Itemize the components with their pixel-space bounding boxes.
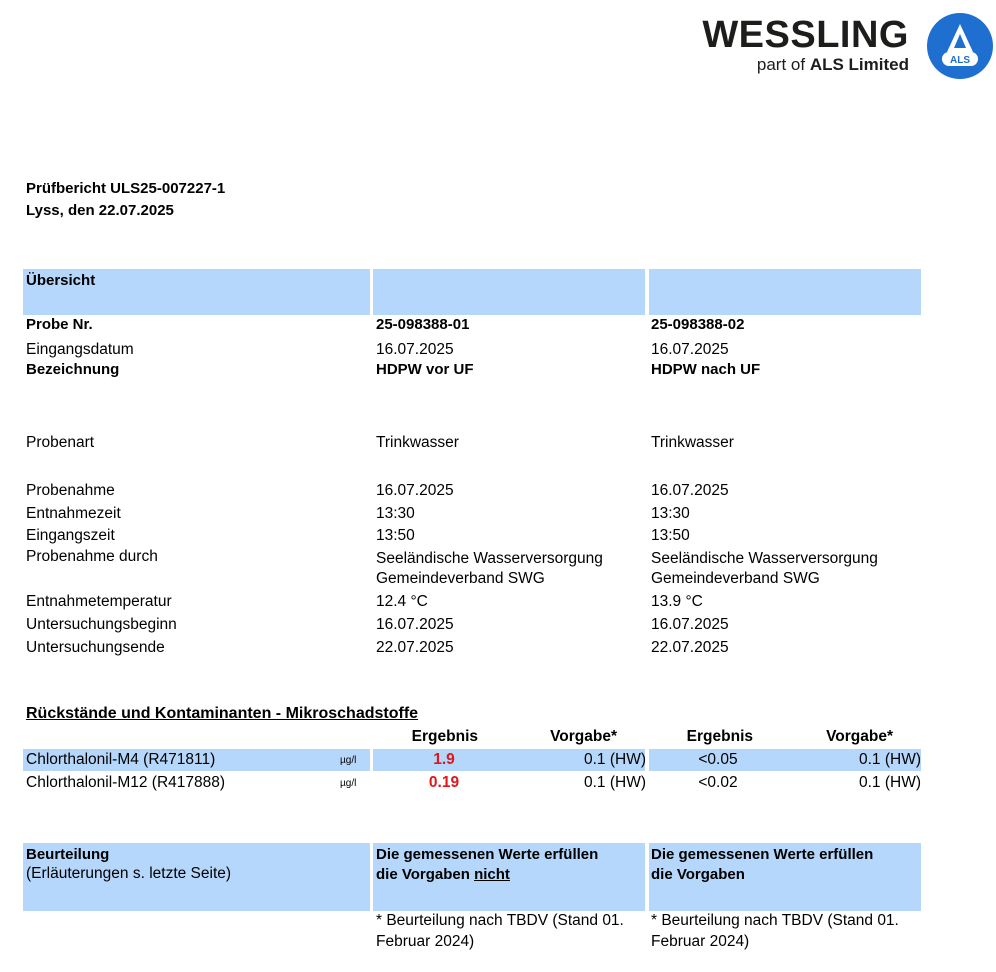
assessment-note-2-line2: Februar 2024) bbox=[651, 933, 750, 950]
logo-brand: WESSLING bbox=[702, 14, 909, 56]
result-value: <0.02 bbox=[698, 774, 738, 791]
eingangszeit-2: 13:50 bbox=[651, 527, 690, 544]
limit-value: 0.1 (HW) bbox=[584, 774, 646, 791]
entnahmetemperatur-1: 12.4 °C bbox=[376, 593, 428, 610]
probenahme-durch-2-line2: Gemeindeverband SWG bbox=[651, 570, 820, 587]
untersuchungsende-1: 22.07.2025 bbox=[376, 639, 454, 656]
row-label-untersuchungsende: Untersuchungsende bbox=[26, 639, 165, 656]
assessment-note-1-line1: * Beurteilung nach TBDV (Stand 01. bbox=[376, 912, 624, 929]
overview-header-cell bbox=[649, 269, 921, 315]
assessment-note-2-line1: * Beurteilung nach TBDV (Stand 01. bbox=[651, 912, 899, 929]
analyte-name: Chlorthalonil-M12 (R417888) bbox=[26, 774, 226, 791]
probe-nr-1: 25-098388-01 bbox=[376, 316, 470, 333]
row-label-eingangszeit: Eingangszeit bbox=[26, 527, 115, 544]
logo-sub-prefix: part of bbox=[756, 55, 806, 74]
bezeichnung-2: HDPW nach UF bbox=[651, 361, 761, 378]
assessment-subtitle: (Erläuterungen s. letzte Seite) bbox=[26, 865, 232, 882]
result-exceeded: 0.19 bbox=[428, 774, 460, 791]
row-label-eingangsdatum: Eingangsdatum bbox=[26, 341, 134, 358]
col-header-result-2: Ergebnis bbox=[686, 728, 753, 745]
assessment-note-1-line2: Februar 2024) bbox=[376, 933, 475, 950]
limit-value: 0.1 (HW) bbox=[584, 751, 646, 768]
probe-nr-2: 25-098388-02 bbox=[651, 316, 745, 333]
analyte-unit: µg/l bbox=[340, 755, 357, 766]
row-label-bezeichnung: Bezeichnung bbox=[26, 361, 120, 378]
overview-title: Übersicht bbox=[26, 272, 96, 289]
entnahmezeit-2: 13:30 bbox=[651, 505, 690, 522]
limit-value: 0.1 (HW) bbox=[859, 751, 921, 768]
bezeichnung-1: HDPW vor UF bbox=[376, 361, 474, 378]
probenahme-2: 16.07.2025 bbox=[651, 482, 729, 499]
assessment-title: Beurteilung bbox=[26, 846, 110, 863]
probenart-1: Trinkwasser bbox=[376, 434, 459, 451]
entnahmetemperatur-2: 13.9 °C bbox=[651, 593, 703, 610]
analyte-name: Chlorthalonil-M4 (R471811) bbox=[26, 751, 216, 768]
assessment-result-1-negation: nicht bbox=[474, 866, 510, 883]
row-label-entnahmetemperatur: Entnahmetemperatur bbox=[26, 593, 172, 610]
logo-sub-brand: ALS Limited bbox=[809, 55, 909, 74]
untersuchungsbeginn-1: 16.07.2025 bbox=[376, 616, 454, 633]
row-label-untersuchungsbeginn: Untersuchungsbeginn bbox=[26, 616, 177, 633]
col-header-result-1: Ergebnis bbox=[411, 728, 478, 745]
report-place-date: Lyss, den 22.07.2025 bbox=[26, 202, 174, 219]
probenahme-durch-1-line2: Gemeindeverband SWG bbox=[376, 570, 545, 587]
untersuchungsende-2: 22.07.2025 bbox=[651, 639, 729, 656]
assessment-result-1-line2 bbox=[376, 865, 510, 885]
row-label-entnahmezeit: Entnahmezeit bbox=[26, 505, 121, 522]
col-header-limit-2: Vorgabe* bbox=[826, 728, 893, 745]
col-header-limit-1: Vorgabe* bbox=[550, 728, 617, 745]
probenart-2: Trinkwasser bbox=[651, 434, 734, 451]
als-logo-icon bbox=[926, 12, 994, 80]
probenahme-durch-1-line1: Seeländische Wasserversorgung bbox=[376, 550, 603, 567]
logo-subline bbox=[697, 55, 909, 75]
assessment-result-1-line1: Die gemessenen Werte erfüllen bbox=[376, 846, 599, 863]
eingangsdatum-1: 16.07.2025 bbox=[376, 341, 454, 358]
overview-header-cell bbox=[373, 269, 645, 315]
limit-value: 0.1 (HW) bbox=[859, 774, 921, 791]
company-logo bbox=[697, 16, 909, 75]
probenahme-1: 16.07.2025 bbox=[376, 482, 454, 499]
assessment-result-2-line1: Die gemessenen Werte erfüllen bbox=[651, 846, 874, 863]
probenahme-durch-2-line1: Seeländische Wasserversorgung bbox=[651, 550, 878, 567]
result-exceeded: 1.9 bbox=[433, 751, 455, 768]
residues-heading: Rückstände und Kontaminanten - Mikroschadstoffe bbox=[26, 705, 419, 722]
analyte-unit: µg/l bbox=[340, 778, 357, 789]
untersuchungsbeginn-2: 16.07.2025 bbox=[651, 616, 729, 633]
row-label-probenart: Probenart bbox=[26, 434, 95, 451]
row-label-probenahme: Probenahme bbox=[26, 482, 115, 499]
eingangszeit-1: 13:50 bbox=[376, 527, 415, 544]
row-label-probe-nr: Probe Nr. bbox=[26, 316, 93, 333]
eingangsdatum-2: 16.07.2025 bbox=[651, 341, 729, 358]
assessment-result-1-prefix: die Vorgaben bbox=[376, 866, 470, 883]
entnahmezeit-1: 13:30 bbox=[376, 505, 415, 522]
assessment-result-2-line2: die Vorgaben bbox=[651, 866, 745, 883]
logo-mark-text: ALS bbox=[950, 55, 970, 66]
row-label-probenahme-durch: Probenahme durch bbox=[26, 548, 158, 565]
report-title: Prüfbericht ULS25-007227-1 bbox=[26, 180, 226, 197]
result-value: <0.05 bbox=[698, 751, 738, 768]
